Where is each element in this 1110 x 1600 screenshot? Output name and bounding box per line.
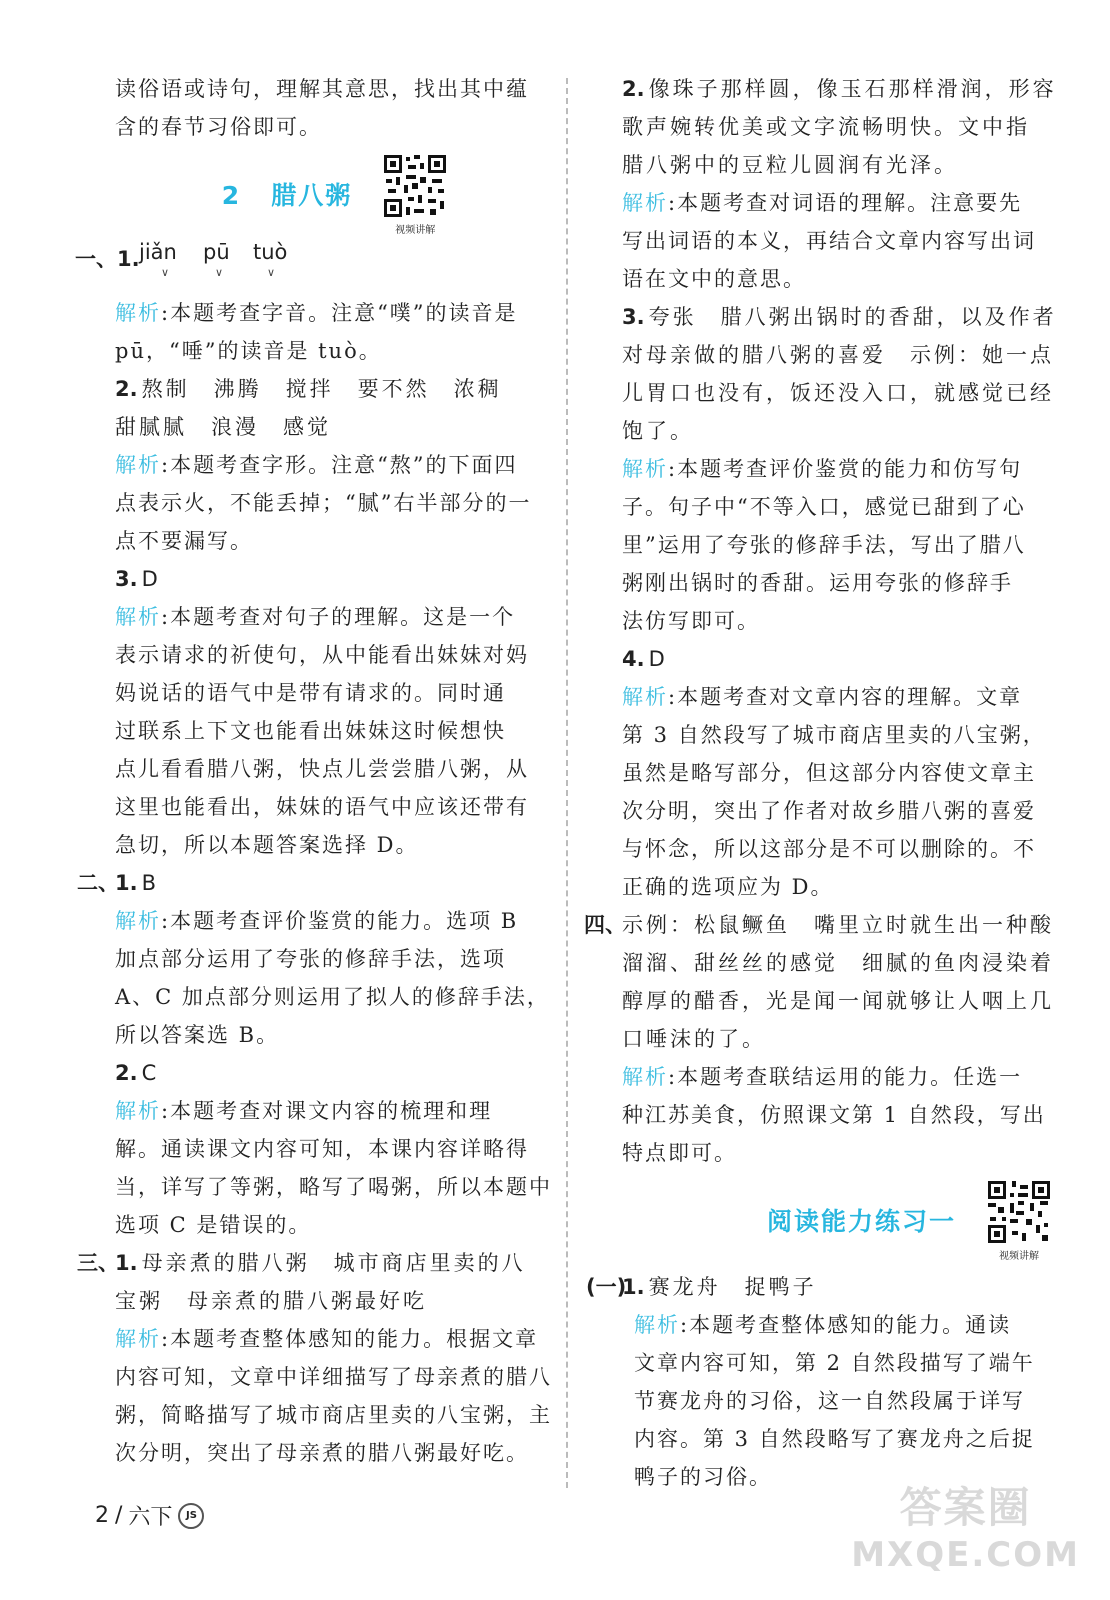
explanation: 解析:本题考查评价鉴赏的能力和仿写句 [622, 457, 1023, 481]
explanation: 解。通读课文内容可知，本课内容详略得 [115, 1137, 529, 1161]
tone-mark-icon: ∨ [161, 266, 170, 279]
explanation: 次分明，突出了母亲煮的腊八粥最好吃。 [115, 1441, 529, 1465]
answer-s3-q2: 2. 像珠子那样圆，像玉石那样滑润，形容 [622, 77, 1057, 101]
explanation: 写出词语的本义，再结合文章内容写出词 [622, 229, 1036, 253]
explanation: 急切，所以本题答案选择 D。 [115, 833, 419, 857]
answer-s3-q2: 腊八粥中的豆粒儿圆润有光泽。 [622, 153, 958, 177]
explanation: 正确的选项应为 D。 [622, 875, 834, 899]
answer-s3-q1: 宝粥 母亲煮的腊八粥最好吃 [115, 1289, 427, 1313]
explanation: 粥刚出锅时的香甜。运用夸张的修辞手 [622, 571, 1013, 595]
qr-caption: 视频讲解 [999, 1250, 1039, 1262]
pinyin-2: pū [203, 240, 230, 264]
explanation: 解析:本题考查对文章内容的理解。文章 [622, 685, 1023, 709]
watermark-line: MXQE.COM [851, 1535, 1080, 1575]
answer-s4: 醇厚的醋香，光是闻一闻就够让人咽上几 [622, 989, 1054, 1013]
answer-q3: 3. D [115, 567, 161, 591]
footer-separator: / [115, 1503, 123, 1528]
pinyin-1: jiǎn [139, 240, 177, 264]
explanation: 节赛龙舟的习俗，这一自然段属于详写 [634, 1389, 1025, 1413]
explanation: 粥，简略描写了城市商店里卖的八宝粥，主 [115, 1403, 552, 1427]
answer-q2: 甜腻腻 浪漫 感觉 [115, 415, 331, 439]
explanation: 当，详写了等粥，略写了喝粥，所以本题中 [115, 1175, 552, 1199]
right-column [584, 70, 1062, 1496]
explanation: 语在文中的意思。 [622, 267, 806, 291]
explanation: 解析:本题考查整体感知的能力。根据文章 [115, 1327, 539, 1351]
qr-code[interactable] [986, 1179, 1052, 1262]
explanation: 点儿看看腊八粥，快点儿尝尝腊八粥，从 [115, 757, 529, 781]
qr-code-icon [382, 153, 448, 219]
explanation: 里”运用了夸张的修辞手法，写出了腊八 [622, 533, 1026, 557]
answer-s3-q3: 儿胃口也没有，饭还没入口，就感觉已经 [622, 381, 1054, 405]
answer-s3-q3: 3. 夸张 腊八粥出锅时的香甜，以及作者 [622, 305, 1057, 329]
explanation: 解析:本题考查整体感知的能力。通读 [634, 1313, 1012, 1337]
explanation: 第 3 自然段写了城市商店里卖的八宝粥， [622, 723, 1046, 747]
explanation: 文章内容可知，第 2 自然段描写了端午 [634, 1351, 1035, 1375]
explanation: 点表示火，不能丢掉；“腻”右半部分的一 [115, 491, 532, 515]
explanation: 与怀念，所以这部分是不可以删除的。不 [622, 837, 1036, 861]
qr-code-icon [986, 1179, 1052, 1245]
answer-p1-q1: (一) 1. 赛龙舟 捉鸭子 [586, 1275, 817, 1299]
tone-mark-icon: ∨ [215, 266, 224, 279]
explanation: 解析:本题考查对句子的理解。这是一个 [115, 605, 516, 629]
explanation: 次分明，突出了作者对故乡腊八粥的喜爱 [622, 799, 1036, 823]
explanation: 法仿写即可。 [622, 609, 760, 633]
qr-caption: 视频讲解 [395, 224, 436, 236]
section-header-labazhou [115, 146, 555, 242]
answer-s3-q1: 三、 1. 母亲煮的腊八粥 城市商店里卖的八 [77, 1251, 526, 1275]
intro-line: 含的春节习俗即可。 [115, 115, 322, 139]
watermark-line: 答案圈 [899, 1483, 1032, 1532]
explanation: 内容可知，文章中详细描写了母亲煮的腊八 [115, 1365, 552, 1389]
explanation: 特点即可。 [622, 1141, 737, 1165]
page-number: 2 [95, 1503, 109, 1528]
column-divider [566, 78, 568, 1488]
explanation: 过联系上下文也能看出妹妹这时候想快 [115, 719, 506, 743]
q1-pinyin-answer: 一、 1. jiǎn ∨ pū ∨ tuò ∨ [75, 240, 288, 279]
explanation: 解析:本题考查字音。注意“噗”的读音是 [115, 301, 518, 325]
answer-s4: 口唾沫的了。 [622, 1027, 766, 1051]
answer-s2-q2: 2. C [115, 1061, 160, 1085]
intro-line: 读俗语或诗句，理解其意思，找出其中蕴 [115, 77, 529, 101]
explanation: pū，“唾”的读音是 tuò。 [115, 339, 382, 363]
answer-s2-q1: 二、 1. B [77, 871, 160, 895]
explanation: 鸭子的习俗。 [634, 1465, 772, 1489]
explanation: 虽然是略写部分，但这部分内容使文章主 [622, 761, 1036, 785]
explanation: 解析:本题考查评价鉴赏的能力。选项 B [115, 909, 519, 933]
section-title: 阅读能力练习一 [766, 1207, 956, 1236]
explanation: 种江苏美食，仿照课文第 1 自然段，写出 [622, 1103, 1046, 1127]
explanation: 加点部分运用了夸张的修辞手法，选项 [115, 947, 506, 971]
answer-s3-q2: 歌声婉转优美或文字流畅明快。文中指 [622, 115, 1030, 139]
explanation: 子。句子中“不等入口，感觉已甜到了心 [622, 495, 1026, 519]
explanation: 解析:本题考查对课文内容的梳理和理 [115, 1099, 493, 1123]
answer-q2: 2. 熬制 沸腾 搅拌 要不然 浓稠 [115, 377, 502, 401]
explanation: 内容。第 3 自然段略写了赛龙舟之后捉 [634, 1427, 1035, 1451]
qr-code[interactable] [382, 153, 448, 236]
explanation: A、C 加点部分则运用了拟人的修辞手法， [115, 985, 550, 1009]
explanation: 点不要漏写。 [115, 529, 253, 553]
answer-s3-q3: 对母亲做的腊八粥的喜爱 示例：她一点 [622, 343, 1054, 367]
explanation: 解析:本题考查对词语的理解。注意要先 [622, 191, 1023, 215]
answer-s3-q4: 4. D [622, 647, 668, 671]
answer-s4: 溜溜、甜丝丝的感觉 细腻的鱼肉浸染着 [622, 951, 1054, 975]
js-badge-icon: JS [178, 1503, 204, 1529]
tone-mark-icon: ∨ [267, 266, 276, 279]
explanation: 表示请求的祈使句，从中能看出妹妹对妈 [115, 643, 529, 667]
explanation: 妈说话的语气中是带有请求的。同时通 [115, 681, 506, 705]
grade-label: 六下 [128, 1505, 173, 1530]
explanation: 解析:本题考查联结运用的能力。任选一 [622, 1065, 1023, 1089]
page-footer [95, 1500, 204, 1531]
answer-s3-q3: 饱了。 [622, 419, 694, 443]
pinyin-3: tuò [253, 240, 288, 264]
explanation: 解析:本题考查字形。注意“熬”的下面四 [115, 453, 518, 477]
section-title: 2 腊八粥 [221, 181, 353, 210]
answer-s4: 四、 示例：松鼠鳜鱼 嘴里立时就生出一种酸 [584, 913, 1054, 937]
explanation: 选项 C 是错误的。 [115, 1213, 312, 1237]
explanation: 这里也能看出，妹妹的语气中应该还带有 [115, 795, 529, 819]
explanation: 所以答案选 B。 [115, 1023, 280, 1047]
left-column [75, 70, 555, 1472]
section-header-reading [622, 1172, 1062, 1268]
watermark [851, 1475, 1080, 1575]
